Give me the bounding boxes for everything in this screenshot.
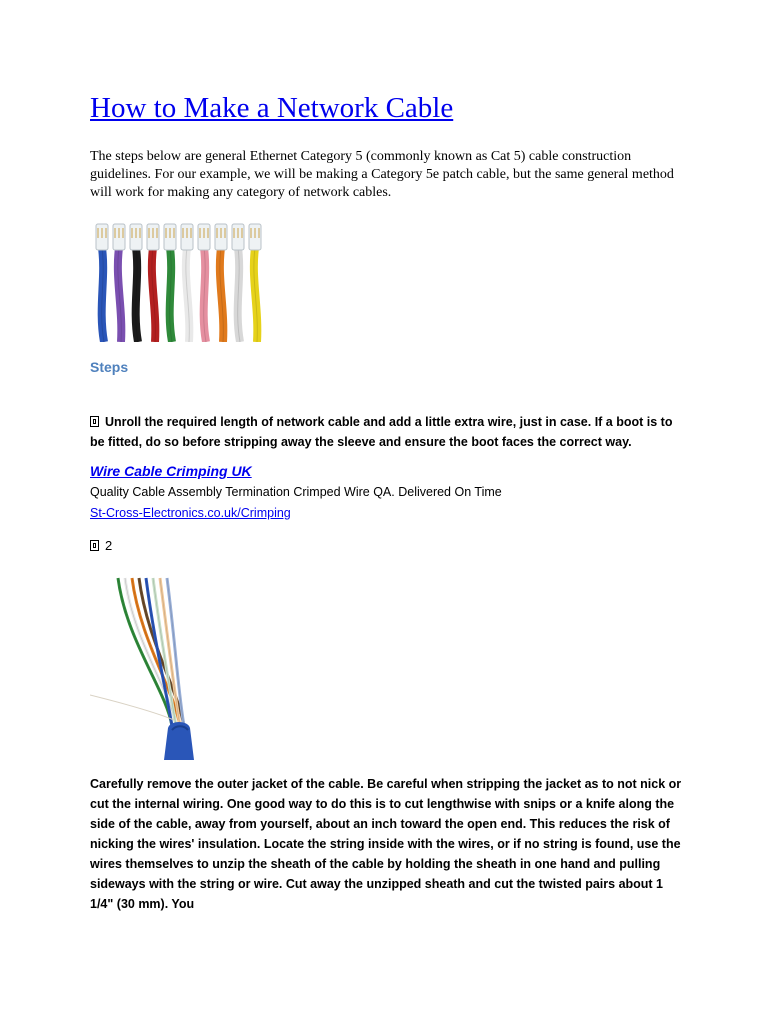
patch-cables-photo	[90, 218, 275, 342]
step-2-paragraph	[90, 774, 688, 914]
stripped-cable-image	[90, 570, 200, 762]
ad-description: Quality Cable Assembly Termination Crimped Wire QA. Delivered On Time	[90, 485, 502, 499]
page-title[interactable]: How to Make a Network Cable	[90, 92, 454, 124]
steps-heading: Steps	[90, 359, 129, 375]
stripped-cable-photo	[90, 570, 200, 762]
step-1-text: If a boot is to be fitted, do so before stripping away the sleeve and ensure the boot faces the correct way.	[90, 415, 673, 449]
checkbox-bullet-icon	[90, 416, 99, 427]
step-1-paragraph	[90, 412, 688, 452]
ad-url-link[interactable]: St-Cross-Electronics.co.uk/Crimping	[90, 506, 291, 520]
ad-title-link[interactable]: Wire Cable Crimping UK	[90, 463, 252, 479]
step-2-label	[90, 538, 112, 553]
intro-paragraph: The steps below are general Ethernet Category 5 (commonly known as Cat 5) cable construction guidelines. For our example, we will be making a Category 5e patch cable, but the same general method will work for making any category of network cables.	[90, 149, 674, 200]
checkbox-bullet-icon	[90, 540, 99, 551]
step-2-bold: Carefully remove the outer jacket of the cable.	[90, 777, 364, 791]
patch-cables-image	[90, 218, 275, 342]
step-2-number: 2	[105, 538, 113, 553]
step-2-text: Be careful when stripping the jacket as to not nick or cut the internal wiring. One good way to do this is to cut lengthwise with snips or a knife along the side of the cable, away from yourself, about an inch toward the open end. This reduces the risk of nicking the wires' insulation. Locate the string inside with the wires, or if no string is found, use the wires themselves to unzip the sheath of the cable by holding the sheath in one hand and pulling sideways with the string or wire. Cut away the unzipped sheath and cut the twisted pairs about 1 1/4" (30 mm). You	[90, 777, 682, 911]
step-1-bold: Unroll the required length of network cable and add a little extra wire, just in case.	[105, 415, 592, 429]
